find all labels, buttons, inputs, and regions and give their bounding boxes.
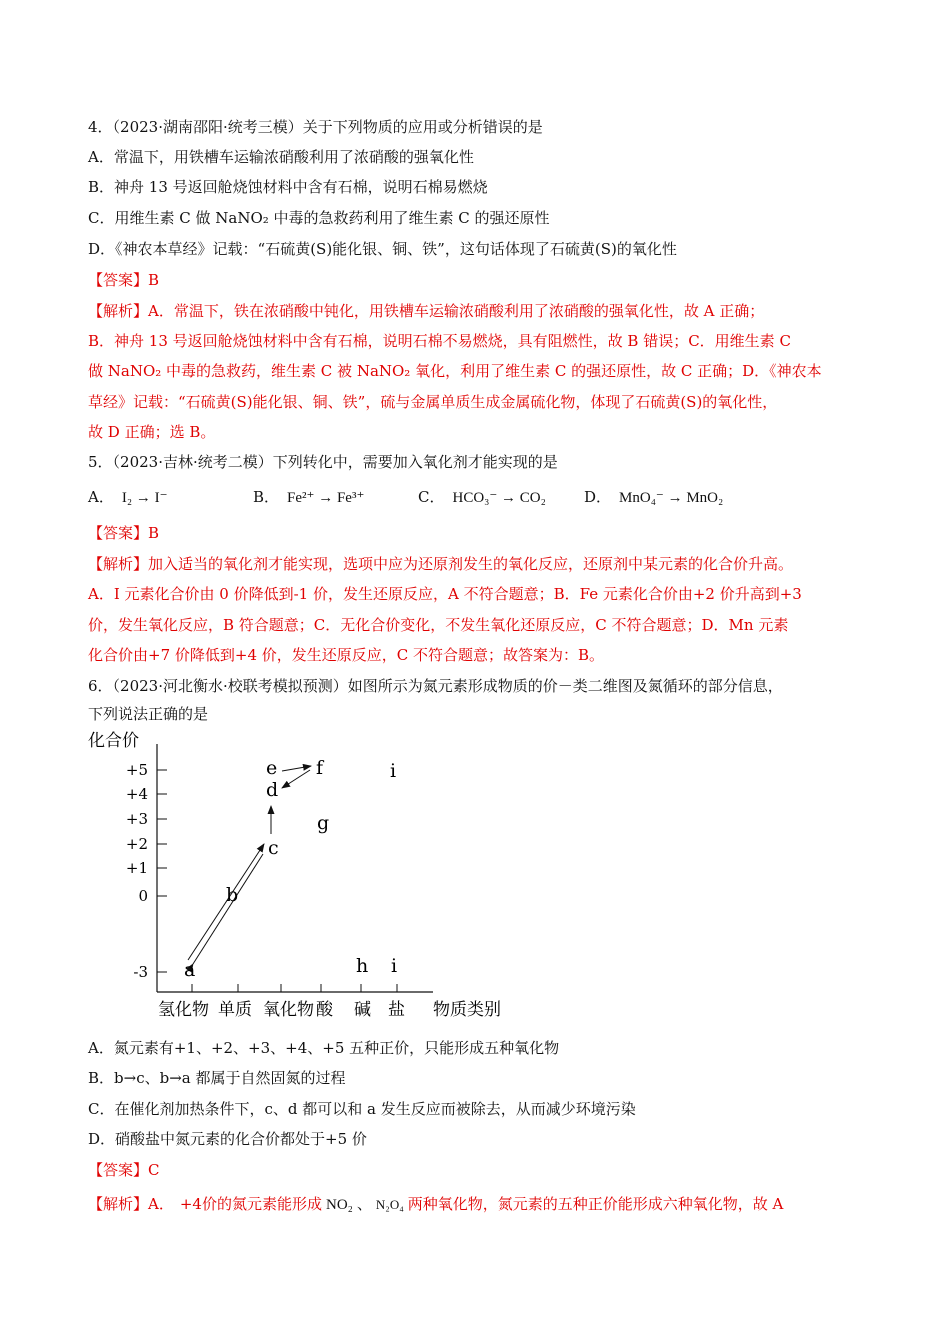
point-label-e: e xyxy=(266,757,278,779)
q4-analysis-line-5: 故 D 正确；选 B。 xyxy=(88,423,216,441)
q5-answer: 【答案】B xyxy=(88,524,160,542)
q5-analysis-line-2: A．I 元素化合价由 0 价降低到-1 价，发生还原反应，A 不符合题意；B．Fe 元素化合价由+2 价升高到+3 xyxy=(88,585,802,603)
q4-option-d: D．《神农本草经》记载：“石硫黄(S)能化银、铜、铁”，这句话体现了石硫黄(S)的氧化性 xyxy=(88,240,677,258)
q6-option-a: A．氮元素有+1、+2、+3、+4、+5 五种正价，只能形成五种氧化物 xyxy=(88,1039,560,1057)
arrow-e-f xyxy=(282,766,311,771)
y-tick-label: +2 xyxy=(125,835,148,853)
q5-options xyxy=(88,486,868,509)
point-label-d: d xyxy=(266,779,279,801)
x-categories xyxy=(158,984,405,1020)
point-label-b: b xyxy=(226,884,239,906)
y-tick-label: +5 xyxy=(125,761,148,779)
q4-option-b: B．神舟 13 号返回舱烧蚀材料中含有石棉，说明石棉易燃烧 xyxy=(88,178,488,196)
q6-stem-line-2: 下列说法正确的是 xyxy=(88,705,209,723)
q4-analysis-line-4: 草经》记载：“石硫黄(S)能化银、铜、铁”，硫与金属单质生成金属硫化物，体现了石硫黄(S)的氧化性， xyxy=(88,393,778,411)
y-tick-label: 0 xyxy=(138,887,148,905)
q4-analysis-line-2: B．神舟 13 号返回舱烧蚀材料中含有石棉，说明石棉不易燃烧，具有阻燃性，故 B 错误；C．用维生素 C xyxy=(88,332,791,350)
x-category-label: 酸 xyxy=(316,1000,333,1020)
q5-option-b: B． Fe²⁺ → Fe³⁺ xyxy=(253,488,365,506)
point-label-a: a xyxy=(184,959,196,981)
y-tick-label: -3 xyxy=(133,963,148,981)
q6-option-b: B．b→c、b→a 都属于自然固氮的过程 xyxy=(88,1069,346,1087)
q5-analysis-line-1: 【解析】加入适当的氧化剂才能实现，选项中应为还原剂发生的氧化反应，还原剂中某元素的化合价升高。 xyxy=(88,555,794,573)
x-category-label: 氧化物 xyxy=(263,1000,314,1020)
x-axis-title: 物质类别 xyxy=(433,1000,501,1020)
q5-option-a: A． I₂ → I⁻ xyxy=(88,488,168,506)
q4-answer: 【答案】B xyxy=(88,271,160,289)
y-ticks xyxy=(126,761,167,981)
point-label-i: i xyxy=(390,760,397,782)
y-tick-label: +3 xyxy=(125,810,148,828)
point-label-h: h xyxy=(356,955,369,977)
q5-analysis-line-4: 化合价由+7 价降低到+4 价，发生还原反应，C 不符合题意；故答案为：B。 xyxy=(88,646,605,664)
q4-analysis-line-1: 【解析】A．常温下，铁在浓硝酸中钝化，用铁槽车运输浓硝酸利用了浓硝酸的强氧化性，故 A 正确； xyxy=(88,302,765,320)
x-category-label: 碱 xyxy=(354,1000,371,1020)
q5-option-d: D． MnO₄⁻ → MnO₂ xyxy=(584,488,724,506)
point-label-i: i xyxy=(391,955,398,977)
point-label-f: f xyxy=(316,757,324,779)
y-tick-label: +1 xyxy=(125,859,148,877)
arrow-f-d xyxy=(282,770,310,788)
valence-category-diagram xyxy=(88,726,528,1026)
q4-option-a: A．常温下，用铁槽车运输浓硝酸利用了浓硝酸的强氧化性 xyxy=(88,148,474,166)
q5-stem: 5．（2023·吉林·统考二模）下列转化中，需要加入氧化剂才能实现的是 xyxy=(88,453,558,471)
point-label-c: c xyxy=(268,837,279,859)
y-axis-title: 化合价 xyxy=(88,731,139,751)
arrow-b-a xyxy=(193,854,263,964)
q6-option-c: C．在催化剂加热条件下，c、d 都可以和 a 发生反应而被除去，从而减少环境污染 xyxy=(88,1100,636,1118)
q4-stem: 4．（2023·湖南邵阳·统考三模）关于下列物质的应用或分析错误的是 xyxy=(88,118,543,136)
q4-analysis-line-3: 做 NaNO₂ 中毒的急救药，维生素 C 被 NaNO₂ 氧化，利用了维生素 C 的强还原性，故 C 正确；D．《神农本 xyxy=(88,362,822,380)
q6-stem-line-1: 6．（2023·河北衡水·校联考模拟预测）如图所示为氮元素形成物质的价－类二维图及氮循环的部分信息， xyxy=(88,677,783,695)
q6-answer: 【答案】C xyxy=(88,1161,160,1179)
q4-option-c: C．用维生素 C 做 NaNO₂ 中毒的急救药利用了维生素 C 的强还原性 xyxy=(88,209,550,227)
q6-analysis-line-1: 【解析】A． +4价的氮元素能形成 NO₂ 、 N₂O₄ 两种氧化物，氮元素的五种正价能形成六种氧化物，故 A xyxy=(88,1195,784,1213)
x-category-label: 单质 xyxy=(218,1000,252,1020)
point-label-g: g xyxy=(317,812,330,834)
x-category-label: 盐 xyxy=(388,1000,405,1020)
y-tick-label: +4 xyxy=(125,785,148,803)
x-category-label: 氢化物 xyxy=(158,1000,209,1020)
q5-analysis-line-3: 价，发生氧化反应，B 符合题意；C．无化合价变化，不发生氧化还原反应，C 不符合题意；D．Mn 元素 xyxy=(88,616,789,634)
q6-option-d: D．硝酸盐中氮元素的化合价都处于+5 价 xyxy=(88,1130,367,1148)
q5-option-c: C． HCO₃⁻ → CO₂ xyxy=(418,488,546,506)
point-labels xyxy=(184,757,397,981)
